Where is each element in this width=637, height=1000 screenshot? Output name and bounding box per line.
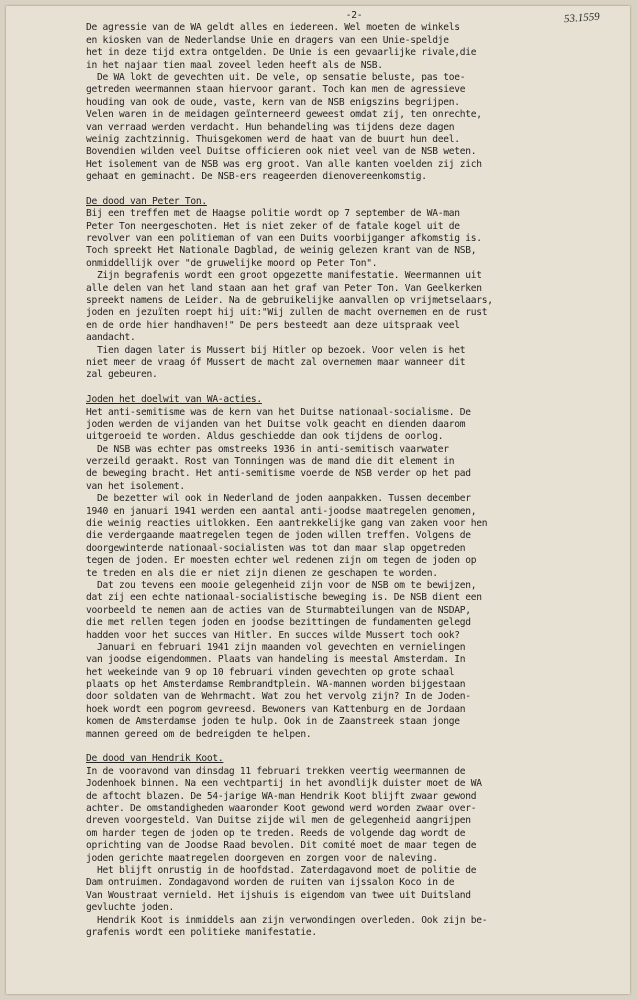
- text-line: niet meer de vraag óf Mussert de macht zal overnemen maar wanneer dit: [86, 356, 466, 368]
- document-page: [6, 6, 630, 994]
- text-line: joden en jezuïten roept hij uit:"Wij zullen de macht overnemen en de rust: [86, 307, 488, 319]
- text-line: Van Woustraat vernield. Het ijshuis is eigendom van twee uit Duitsland: [86, 889, 471, 901]
- text-line: grafenis wordt een politieke manifestatie.: [86, 926, 317, 938]
- text-line: gehaat en geminacht. De NSB-ers reageerden dienovereenkomstig.: [86, 171, 427, 183]
- text-line: De WA lokt de gevechten uit. De vele, op sensatie beluste, pas toe-: [86, 71, 466, 83]
- archive-stamp: 53.1559: [563, 10, 601, 26]
- text-line: oprichting van de Joodse Raad bevolen. Dit comité moet de maar tegen de: [86, 840, 477, 852]
- text-line: De agressie van de WA geldt alles en iedereen. Wel moeten de winkels: [86, 22, 460, 34]
- text-line: plaats op het Amsterdamse Rembrandtplein. WA-mannen worden bijgestaan: [86, 679, 466, 691]
- typed-text-body: [86, 10, 622, 939]
- text-line: komen de Amsterdamse joden te hulp. Ook in de Zaanstreek staan jonge: [86, 716, 460, 728]
- text-line: Zijn begrafenis wordt een groot opgezette manifestatie. Weermannen uit: [86, 270, 482, 282]
- text-line: die met rellen tegen joden en joodse bezittingen de fundamenten gelegd: [86, 617, 471, 629]
- text-line: te treden en als die er niet zijn dienen ze geschapen te worden.: [86, 567, 438, 579]
- text-line: hoek wordt een pogrom gevreesd. Bewoners van Kattenburg en de Jordaan: [86, 703, 466, 715]
- text-line: Toch spreekt Het Nationale Dagblad, de weinig gelezen krant van de NSB,: [86, 245, 477, 257]
- text-line: die weinig reacties uitlokken. Een aantrekkelijke gang van zaken voor hen: [86, 518, 488, 530]
- text-line: Peter Ton neergeschoten. Het is niet zeker of de fatale kogel uit de: [86, 220, 460, 232]
- text-line: hadden voor het succes van Hitler. En succes wilde Mussert toch ook?: [86, 629, 460, 641]
- paragraph-gap: [86, 741, 622, 753]
- text-line: dat zij een echte nationaal-socialistische beweging is. De NSB dient een: [86, 592, 482, 604]
- text-line: weinig zachtzinnig. Thuisgekomen werd de haat van de buurt hun deel.: [86, 133, 460, 145]
- text-line: het in deze tijd extra ontgelden. De Unie is een gevaarlijke rivale,die: [86, 47, 477, 59]
- text-line: Het blijft onrustig in de hoofdstad. Zaterdagavond moet de politie de: [86, 864, 477, 876]
- page-number: -2-: [345, 10, 363, 21]
- text-line: Tien dagen later is Mussert bij Hitler op bezoek. Voor velen is het: [86, 344, 466, 356]
- text-line: 1940 en januari 1941 werden een aantal anti-joodse maatregelen genomen,: [86, 505, 477, 517]
- text-line: verzeild geraakt. Rost van Tonningen was de mand die dit element in: [86, 456, 455, 468]
- text-line: en kiosken van de Nederlandse Unie en dragers van een Unie-speldje: [86, 34, 449, 46]
- text-line: van het isolement.: [86, 480, 185, 492]
- text-line: onmiddellijk over "de gruwelijke moord op Peter Ton".: [86, 257, 378, 269]
- text-line: de aftocht blazen. De 54-jarige WA-man Hendrik Koot blijft zwaar gewond: [86, 790, 477, 802]
- text-line: door soldaten van de Wehrmacht. Wat zou het vervolg zijn? In de Joden-: [86, 691, 471, 703]
- text-line: In de vooravond van dinsdag 11 februari trekken veertig weermannen de: [86, 765, 466, 777]
- text-line: revolver van een politieman of van een Duits voorbijganger afkomstig is.: [86, 233, 482, 245]
- text-line: Dam ontruimen. Zondagavond worden de ruiten van ijssalon Koco in de: [86, 877, 455, 889]
- text-line: Hendrik Koot is inmiddels aan zijn verwondingen overleden. Ook zijn be-: [86, 914, 488, 926]
- text-line: Jodenhoek binnen. Na een vechtpartij in het avondlijk duister moet de WA: [86, 778, 482, 790]
- text-line: om harder tegen de joden op te treden. Reeds de volgende dag wordt de: [86, 827, 466, 839]
- text-line: joden gerichte maatregelen doorgeven en zorgen voor de naleving.: [86, 852, 438, 864]
- text-line: dreven voorgesteld. Van Duitse zijde wil men de gelegenheid aangrijpen: [86, 815, 471, 827]
- text-line: de beweging bracht. Het anti-semitisme voerde de NSB verder op het pad: [86, 468, 471, 480]
- text-line: mannen gereed om de bedreigden te helpen.: [86, 728, 312, 740]
- text-line: en de orde hier handhaven!" De pers besteedt aan deze uitspraak veel: [86, 319, 460, 331]
- text-line: tegen de joden. Er moesten echter wel redenen zijn om tegen de joden op: [86, 555, 477, 567]
- text-line: voorbeeld te nemen aan de acties van de Sturmabteilungen van de NSDAP,: [86, 604, 471, 616]
- text-line: Januari en februari 1941 zijn maanden vol gevechten en vernielingen: [86, 641, 466, 653]
- text-line: Velen waren in de meidagen geïnterneerd geweest omdat zij, ten onrechte,: [86, 109, 482, 121]
- text-line: zal gebeuren.: [86, 369, 158, 381]
- text-line: getreden weermannen staan hiervoor garant. Toch kan men de agressieve: [86, 84, 466, 96]
- text-line: houding van ook de oude, vaste, kern van de NSB enigszins begrijpen.: [86, 96, 460, 108]
- section-heading: Joden het doelwit van WA-acties.: [86, 394, 262, 406]
- text-line: Bij een treffen met de Haagse politie wordt op 7 september de WA-man: [86, 208, 460, 220]
- text-line: het weekeinde van 9 op 10 februari vinden gevechten op grote schaal: [86, 666, 455, 678]
- text-line: aandacht.: [86, 332, 136, 344]
- text-line: van joodse eigendommen. Plaats van handeling is meestal Amsterdam. In: [86, 654, 466, 666]
- text-line: Het anti-semitisme was de kern van het Duitse nationaal-socialisme. De: [86, 406, 471, 418]
- text-line: die verdergaande maatregelen tegen de joden willen treffen. Volgens de: [86, 530, 471, 542]
- text-line: uitgeroeid te worden. Aldus geschiedde dan ook tijdens de oorlog.: [86, 431, 444, 443]
- text-line: joden werden de vijanden van het Duitse volk geacht en dienden daarom: [86, 418, 466, 430]
- text-line: gevluchte joden.: [86, 902, 174, 914]
- text-line: achter. De omstandigheden waaronder Koot gewond werd worden zwaar over-: [86, 803, 477, 814]
- text-line: alle delen van het land staan aan het graf van Peter Ton. Van Geelkerken: [86, 282, 482, 294]
- text-line: doorgewinterde nationaal-socialisten was tot dan maar slap opgetreden: [86, 542, 466, 554]
- text-line: De bezetter wil ook in Nederland de joden aanpakken. Tussen december: [86, 493, 471, 505]
- text-line: De NSB was echter pas omstreeks 1936 in anti-semitisch vaarwater: [86, 443, 449, 455]
- text-line: Bovendien wilden veel Duitse officieren ook niet veel van de NSB weten.: [86, 146, 477, 158]
- section-heading: De dood van Hendrik Koot.: [86, 753, 224, 765]
- paragraph-gap: [86, 183, 622, 195]
- text-line: van verraad werden verdacht. Hun behandeling was tijdens deze dagen: [86, 121, 455, 133]
- text-line: Dat zou tevens een mooie gelegenheid zijn voor de NSB om te bewijzen,: [86, 579, 477, 591]
- text-line: Het isolement van de NSB was erg groot. Van alle kanten voelden zij zich: [86, 158, 482, 170]
- text-line: spreekt namens de Leider. Na de gebruikelijke aanvallen op vrijmetselaars,: [86, 294, 493, 306]
- paragraph-gap: [86, 382, 622, 394]
- text-line: in het najaar tien maal zoveel leden heeft als de NSB.: [86, 59, 383, 71]
- section-heading: De dood van Peter Ton.: [86, 195, 207, 207]
